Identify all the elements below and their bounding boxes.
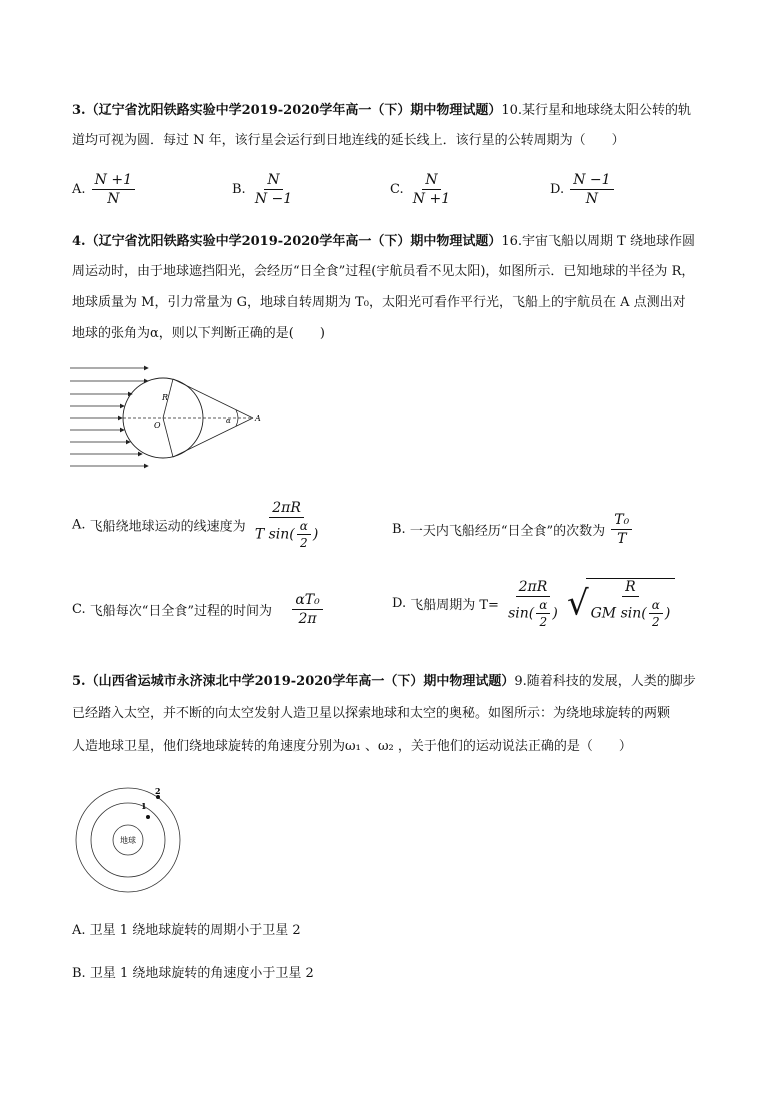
q4-option-d-formula: 2πR sin( $\frac{\alpha}{2}$ ) — [508, 578, 558, 629]
q5-line3: 人造地球卫星，他们绕地球旋转的角速度分别为ω₁ 、ω₂ ，关于他们的运动说法正确的是（ ） — [72, 739, 632, 754]
sqrt-sign: √ — [566, 583, 589, 624]
q3-number: 3. — [72, 103, 86, 118]
earth-label: 地球 — [120, 836, 136, 845]
tangent-lower — [173, 418, 253, 457]
label-A: A — [255, 414, 261, 423]
q3-text-start: 10.某行星和地球绕太阳公转的轨 — [501, 103, 692, 118]
q5-line1 — [72, 673, 696, 691]
q3-source: （辽宁省沈阳铁路实验中学2019-2020学年高一（下）期中物理试题） — [85, 103, 502, 118]
label-R: R — [162, 393, 169, 402]
q3-option-d[interactable]: D. $\frac{N -1}{N}$ — [550, 172, 616, 207]
q3-option-b[interactable]: B. $\frac{N}{N -1}$ — [232, 172, 297, 207]
q3-option-d-fraction: $\frac{N -1}{N}$ — [570, 172, 613, 207]
q5-option-b[interactable]: B. 卫星 1 绕地球旋转的角速度小于卫星 2 — [72, 966, 314, 981]
q3-line2: 道均可视为圆．每过 N 年，该行星会运行到日地连线的延长线上．该行星的公转周期为（ ） — [72, 133, 625, 148]
q4-number: 4. — [72, 234, 86, 249]
q4-option-c[interactable]: C. 飞船每次“日全食”过程的时间为 $\frac{\text{αT₀}}{2\pi}$ — [72, 592, 325, 627]
tangent-upper — [173, 379, 253, 418]
q4-option-a-formula: 2πR T sin( $\frac{\alpha}{2}$ ) — [254, 500, 319, 550]
satellite-1 — [146, 815, 150, 819]
q3-option-a-fraction: $\frac{N +1}{N}$ — [92, 172, 135, 207]
q4-line4: 地球的张角为α，则以下判断正确的是( ) — [72, 326, 325, 341]
q3-option-a[interactable]: A. $\frac{N +1}{N}$ — [72, 172, 137, 207]
q3-line1 — [72, 102, 691, 120]
radius-lower — [163, 418, 173, 457]
q4-source: （辽宁省沈阳铁路实验中学2019-2020学年高一（下）期中物理试题） — [85, 234, 502, 249]
q3-option-c-fraction: $\frac{N}{N +1}$ — [412, 172, 451, 207]
label-O: O — [154, 421, 161, 430]
q3-option-b-fraction: $\frac{N}{N -1}$ — [254, 172, 293, 207]
sqrt-radicand: R GM sin( $\frac{\alpha}{2}$ ) — [586, 578, 676, 629]
q4-line1 — [72, 233, 695, 251]
q5-number: 5. — [72, 674, 86, 689]
q4-text-start: 16.宇宙飞船以周期 T 绕地球作圆 — [501, 234, 695, 249]
label-alpha: α — [226, 417, 231, 425]
q4-option-c-formula: $\frac{\text{αT₀}}{2\pi}$ — [292, 592, 322, 627]
q4-option-d[interactable]: D. 飞船周期为 T= 2πR sin( $\frac{\alpha}{2}$ ) √ R GM sin( $\frac{\alpha}{2}$ ) — [392, 578, 675, 629]
sunlight-rays — [70, 368, 148, 466]
satellite-1-label: 1 — [141, 801, 147, 811]
q3-option-c[interactable]: C. $\frac{N}{N +1}$ — [390, 172, 455, 207]
q5-source: （山西省运城市永济涑北中学2019-2020学年高一（下）期中物理试题） — [85, 674, 515, 689]
q5-line2: 已经踏入太空，并不断的向太空发射人造卫星以探索地球和太空的奥秘。如图所示：为绕地球旋转的两颗 — [72, 706, 671, 721]
q4-option-a[interactable]: A. 飞船绕地球运动的线速度为 2πR T sin( $\frac{\alpha}{2}$ ) — [72, 500, 323, 550]
angle-arc — [236, 410, 238, 426]
q5-text-start: 9.随着科技的发展，人类的脚步 — [514, 674, 696, 689]
q5-orbit-figure — [72, 782, 192, 900]
satellite-2-label: 2 — [155, 786, 161, 796]
q4-option-b-formula: $\frac{\text{T₀}}{T}$ — [611, 512, 632, 547]
q4-line2: 周运动时，由于地球遮挡阳光，会经历“日全食”过程(宇航员看不见太阳)，如图所示．已知地球的半径为 R， — [72, 264, 695, 279]
q5-option-a[interactable]: A. 卫星 1 绕地球旋转的周期小于卫星 2 — [72, 923, 301, 938]
q4-eclipse-figure — [68, 360, 268, 470]
q4-option-b[interactable]: B. 一天内飞船经历“日全食”的次数为 $\frac{\text{T₀}}{T}$ — [392, 512, 634, 547]
q4-line3: 地球质量为 M，引力常量为 G，地球自转周期为 T₀，太阳光可看作平行光，飞船上的宇航员在 A 点测出对 — [72, 295, 686, 310]
